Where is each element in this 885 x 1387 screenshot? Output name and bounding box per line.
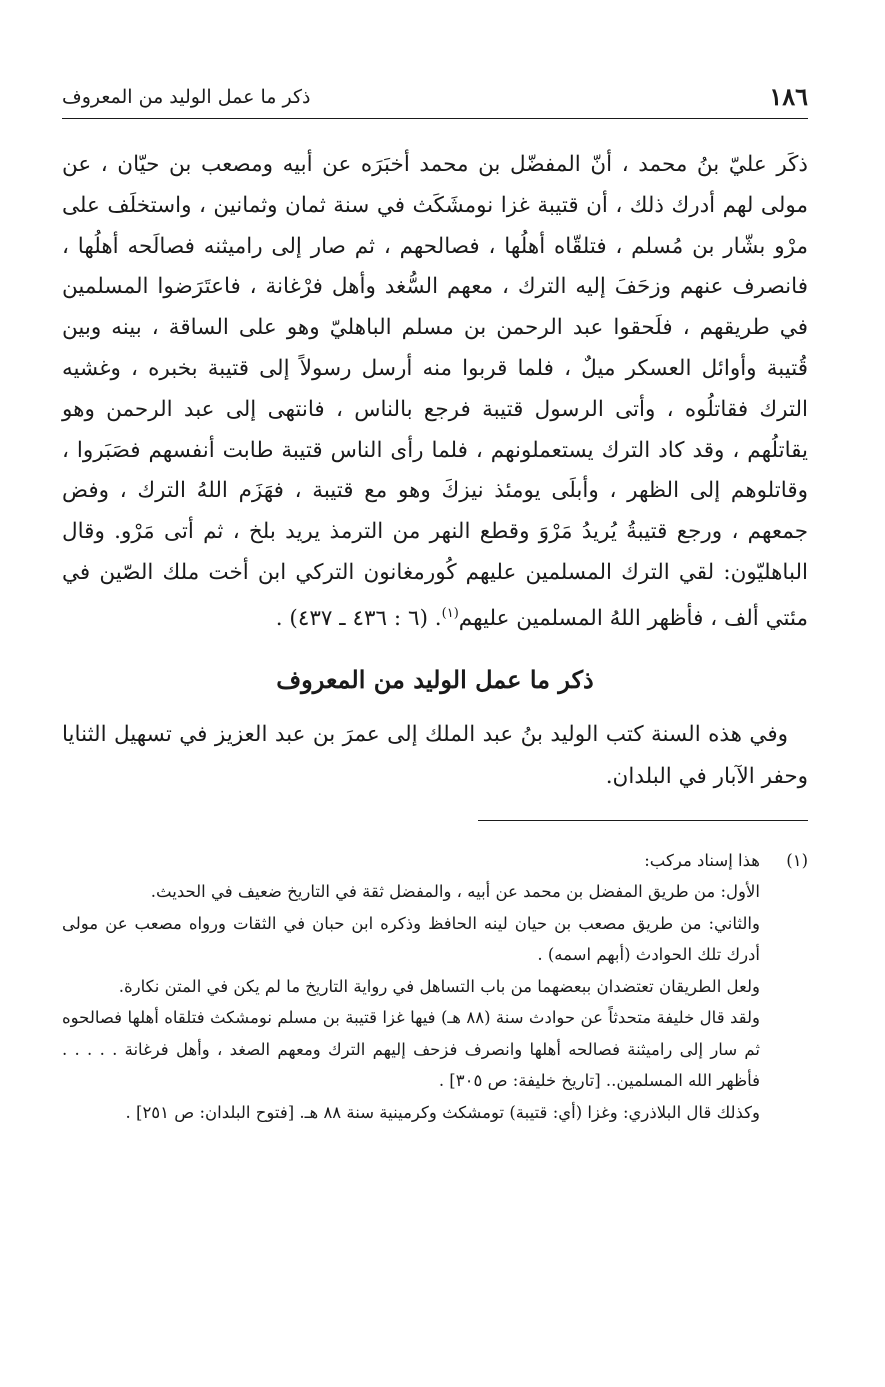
section-paragraph: وفي هذه السنة كتب الوليد بنُ عبد الملك إلى عمرَ بن عبد العزيز في تسهيل الثنايا وحفر الآبار في البلدان. (62, 721, 808, 789)
footnote-paragraph: والثاني: من طريق مصعب بن حيان لينه الحافظ وذكره ابن حبان في الثقات ورواه مصعب عن مولى أدرك تلك الحوادث (أبهم اسمه) . (62, 913, 760, 965)
footnote-item (62, 845, 808, 877)
main-paragraph (62, 145, 808, 640)
main-text (62, 145, 808, 640)
footnote-divider (478, 820, 808, 821)
footnotes (62, 845, 808, 1129)
footnote-paragraph: الأول: من طريق المفضل بن محمد عن أبيه ، والمفضل ثقة في التاريخ ضعيف في الحديث. (150, 882, 760, 902)
footnote-marker: (١) (786, 850, 808, 870)
footnote-lead: هذا إسناد مركب: (644, 850, 760, 870)
running-title: ذكر ما عمل الوليد من المعروف (62, 86, 311, 108)
footnote-paragraph: ولعل الطريقان تعتضدان ببعضهما من باب التساهل في رواية التاريخ ما لم يكن في المتن نكارة. (118, 976, 760, 996)
running-header (62, 78, 808, 119)
book-page (62, 78, 808, 1368)
main-paragraph-text: ذكَر عليّ بنُ محمد ، أنّ المفضّل بن محمد أخبَرَه عن أبيه ومصعب بن حيّان ، عن مولى لهم أدرك ذلك ، أن قتيبة غزا نومشَكَث في سنة ثمان وثمانين ، واستخلَف على مرْو بشّار بن مُسلم ، فتلقّاه أهلُها ، فصالحهم ، ثم صار إلى راميثنه فصالَحه أهلُها ، فانصرف عنهم وزحَفَ إليه الترك ، معهم السُّغد وأهل فرْغانة ، فاعتَرَضوا المسلمين في طريقهم ، فلَحقوا عبد الرحمن بن مسلم الباهليّ وهو على الساقة ، بينه وبين قُتيبة وأوائل العسكر ميلٌ ، فلما قربوا منه أرسل رسولاً إلى قتيبة بخبره ، وغشيه الترك فقاتلُوه ، وأتى الرسول قتيبة فرجع بالناس ، فانتهى إلى عبد الرحمن وهو يقاتلُهم ، وقد كاد الترك يستعملونهم ، فلما رأى الناس قتيبة طابت أنفسهم فصَبَروا ، وقاتلوهم إلى الظهر ، وأبلَى يومئذ نيزكَ وهو مع قتيبة ، فهَزَم اللهُ الترك ، وفض جمعهم ، ورجع قتيبةُ يُريدُ مَرْوَ وقطع النهر من الترمذ يريد بلخ ، ثم أتى مَرْو. وقال الباهليّون: لقي الترك المسلمين عليهم كُورمغانون التركي ابن أخت ملك الصّين في مئتي ألف ، فأظهر اللهُ المسلمين عليهم (62, 152, 808, 631)
footnote-paragraph: وكذلك قال البلاذري: وغزا (أي: قتيبة) تومشكث وكرمينية سنة ٨٨ هـ. [فتوح البلدان: ص ٢٥١] . (125, 1102, 760, 1122)
section-text (62, 714, 808, 798)
section-heading: ذكر ما عمل الوليد من المعروف (276, 664, 594, 694)
footnote-ref[interactable]: (١) (441, 605, 459, 621)
page-number: ١٨٦ (769, 82, 808, 111)
citation: . (٦ : ٤٣٦ ـ ٤٣٧) . (275, 605, 442, 631)
footnote-paragraph: ولقد قال خليفة متحدثاً عن حوادث سنة (٨٨ هـ) فيها غزا قتيبة بن مسلم نومشكث فتلقاه أهلها فصالحوه ثم سار إلى راميثنة فصالحه أهلها وانصرف فزحف إليهم الترك ومعهم الصغد ، وأهل فرغانة . . . . . فأظهر الله المسلمين.. [تاريخ خليفة: ص ٣٠٥] . (62, 1008, 760, 1091)
